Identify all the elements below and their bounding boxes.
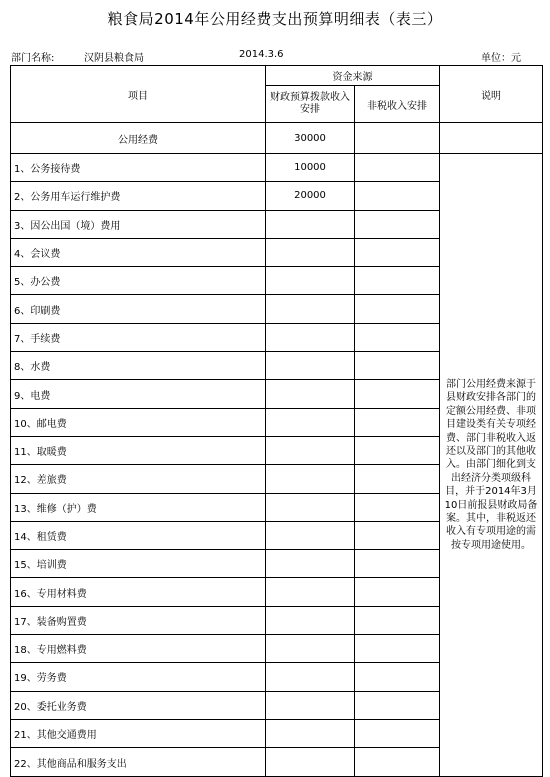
row-label: 12、差旅费 [11, 465, 266, 493]
department-name: 汉阴县粮食局 [84, 53, 144, 64]
row-label: 7、手续费 [11, 323, 266, 351]
row-label: 3、因公出国（境）费用 [11, 210, 266, 238]
row-fiscal [266, 295, 355, 323]
row-nontax [355, 748, 440, 777]
row-fiscal: 20000 [266, 182, 355, 210]
row-nontax [355, 267, 440, 295]
row-fiscal [266, 606, 355, 634]
row-nontax [355, 210, 440, 238]
row-label: 6、印刷费 [11, 295, 266, 323]
row-nontax [355, 465, 440, 493]
row-nontax [355, 238, 440, 266]
row-label: 9、电费 [11, 380, 266, 408]
summary-nontax [355, 123, 440, 154]
unit-label: 单位：元 [481, 53, 521, 64]
row-label: 1、公务接待费 [11, 154, 266, 182]
row-label: 4、会议费 [11, 238, 266, 266]
row-fiscal [266, 691, 355, 719]
row-nontax [355, 550, 440, 578]
row-label: 19、劳务费 [11, 663, 266, 691]
row-fiscal [266, 436, 355, 464]
row-label: 15、培训费 [11, 550, 266, 578]
row-fiscal [266, 635, 355, 663]
row-nontax [355, 408, 440, 436]
row-fiscal [266, 550, 355, 578]
row-fiscal [266, 578, 355, 606]
row-fiscal [266, 380, 355, 408]
summary-notes [440, 123, 543, 154]
row-nontax [355, 380, 440, 408]
row-label: 22、其他商品和服务支出 [11, 748, 266, 777]
row-label: 13、维修（护）费 [11, 493, 266, 521]
header-funding-source: 资金来源 [266, 66, 440, 86]
budget-table [10, 65, 543, 777]
row-label: 8、水费 [11, 352, 266, 380]
row-label: 21、其他交通费用 [11, 719, 266, 747]
summary-fiscal: 30000 [266, 123, 355, 154]
row-fiscal [266, 521, 355, 549]
row-fiscal [266, 748, 355, 777]
document-date: 2014.3.6 [239, 49, 284, 60]
row-nontax [355, 323, 440, 351]
row-nontax [355, 182, 440, 210]
row-label: 14、租赁费 [11, 521, 266, 549]
row-label: 10、邮电费 [11, 408, 266, 436]
header-fiscal: 财政预算拨款收入安排 [266, 86, 355, 123]
row-fiscal [266, 408, 355, 436]
header-nontax: 非税收入安排 [355, 86, 440, 123]
table-row [11, 154, 543, 182]
summary-row [11, 123, 543, 154]
row-label: 11、取暖费 [11, 436, 266, 464]
row-fiscal [266, 210, 355, 238]
summary-label: 公用经费 [11, 123, 266, 154]
row-fiscal: 10000 [266, 154, 355, 182]
row-label: 17、装备购置费 [11, 606, 266, 634]
row-nontax [355, 521, 440, 549]
row-fiscal [266, 663, 355, 691]
row-nontax [355, 663, 440, 691]
row-nontax [355, 295, 440, 323]
row-nontax [355, 578, 440, 606]
header-row [11, 66, 543, 86]
row-fiscal [266, 323, 355, 351]
row-nontax [355, 493, 440, 521]
row-nontax [355, 719, 440, 747]
row-fiscal [266, 238, 355, 266]
row-label: 5、办公费 [11, 267, 266, 295]
row-fiscal [266, 352, 355, 380]
row-nontax [355, 436, 440, 464]
row-nontax [355, 154, 440, 182]
header-item: 项目 [11, 66, 266, 123]
row-label: 2、公务用车运行维护费 [11, 182, 266, 210]
row-nontax [355, 606, 440, 634]
row-label: 18、专用燃料费 [11, 635, 266, 663]
row-fiscal [266, 719, 355, 747]
header-notes: 说明 [440, 66, 543, 123]
document-title: 粮食局2014年公用经费支出预算明细表（表三） [107, 10, 443, 28]
department-label: 部门名称: [11, 53, 55, 64]
row-nontax [355, 352, 440, 380]
notes-cell: 部门公用经费来源于县财政安排各部门的定额公用经费、非项目建设类有关专项经费、部门非税收入返还以及部门的其他收入。由部门细化到支出经济分类项级科目，并于2014年3月10日前报县财政局备案。其中，非税返还收入有专项用途的需按专项用途使用。 [440, 154, 543, 777]
row-nontax [355, 635, 440, 663]
row-nontax [355, 691, 440, 719]
row-fiscal [266, 465, 355, 493]
row-fiscal [266, 267, 355, 295]
row-label: 16、专用材料费 [11, 578, 266, 606]
row-fiscal [266, 493, 355, 521]
row-label: 20、委托业务费 [11, 691, 266, 719]
